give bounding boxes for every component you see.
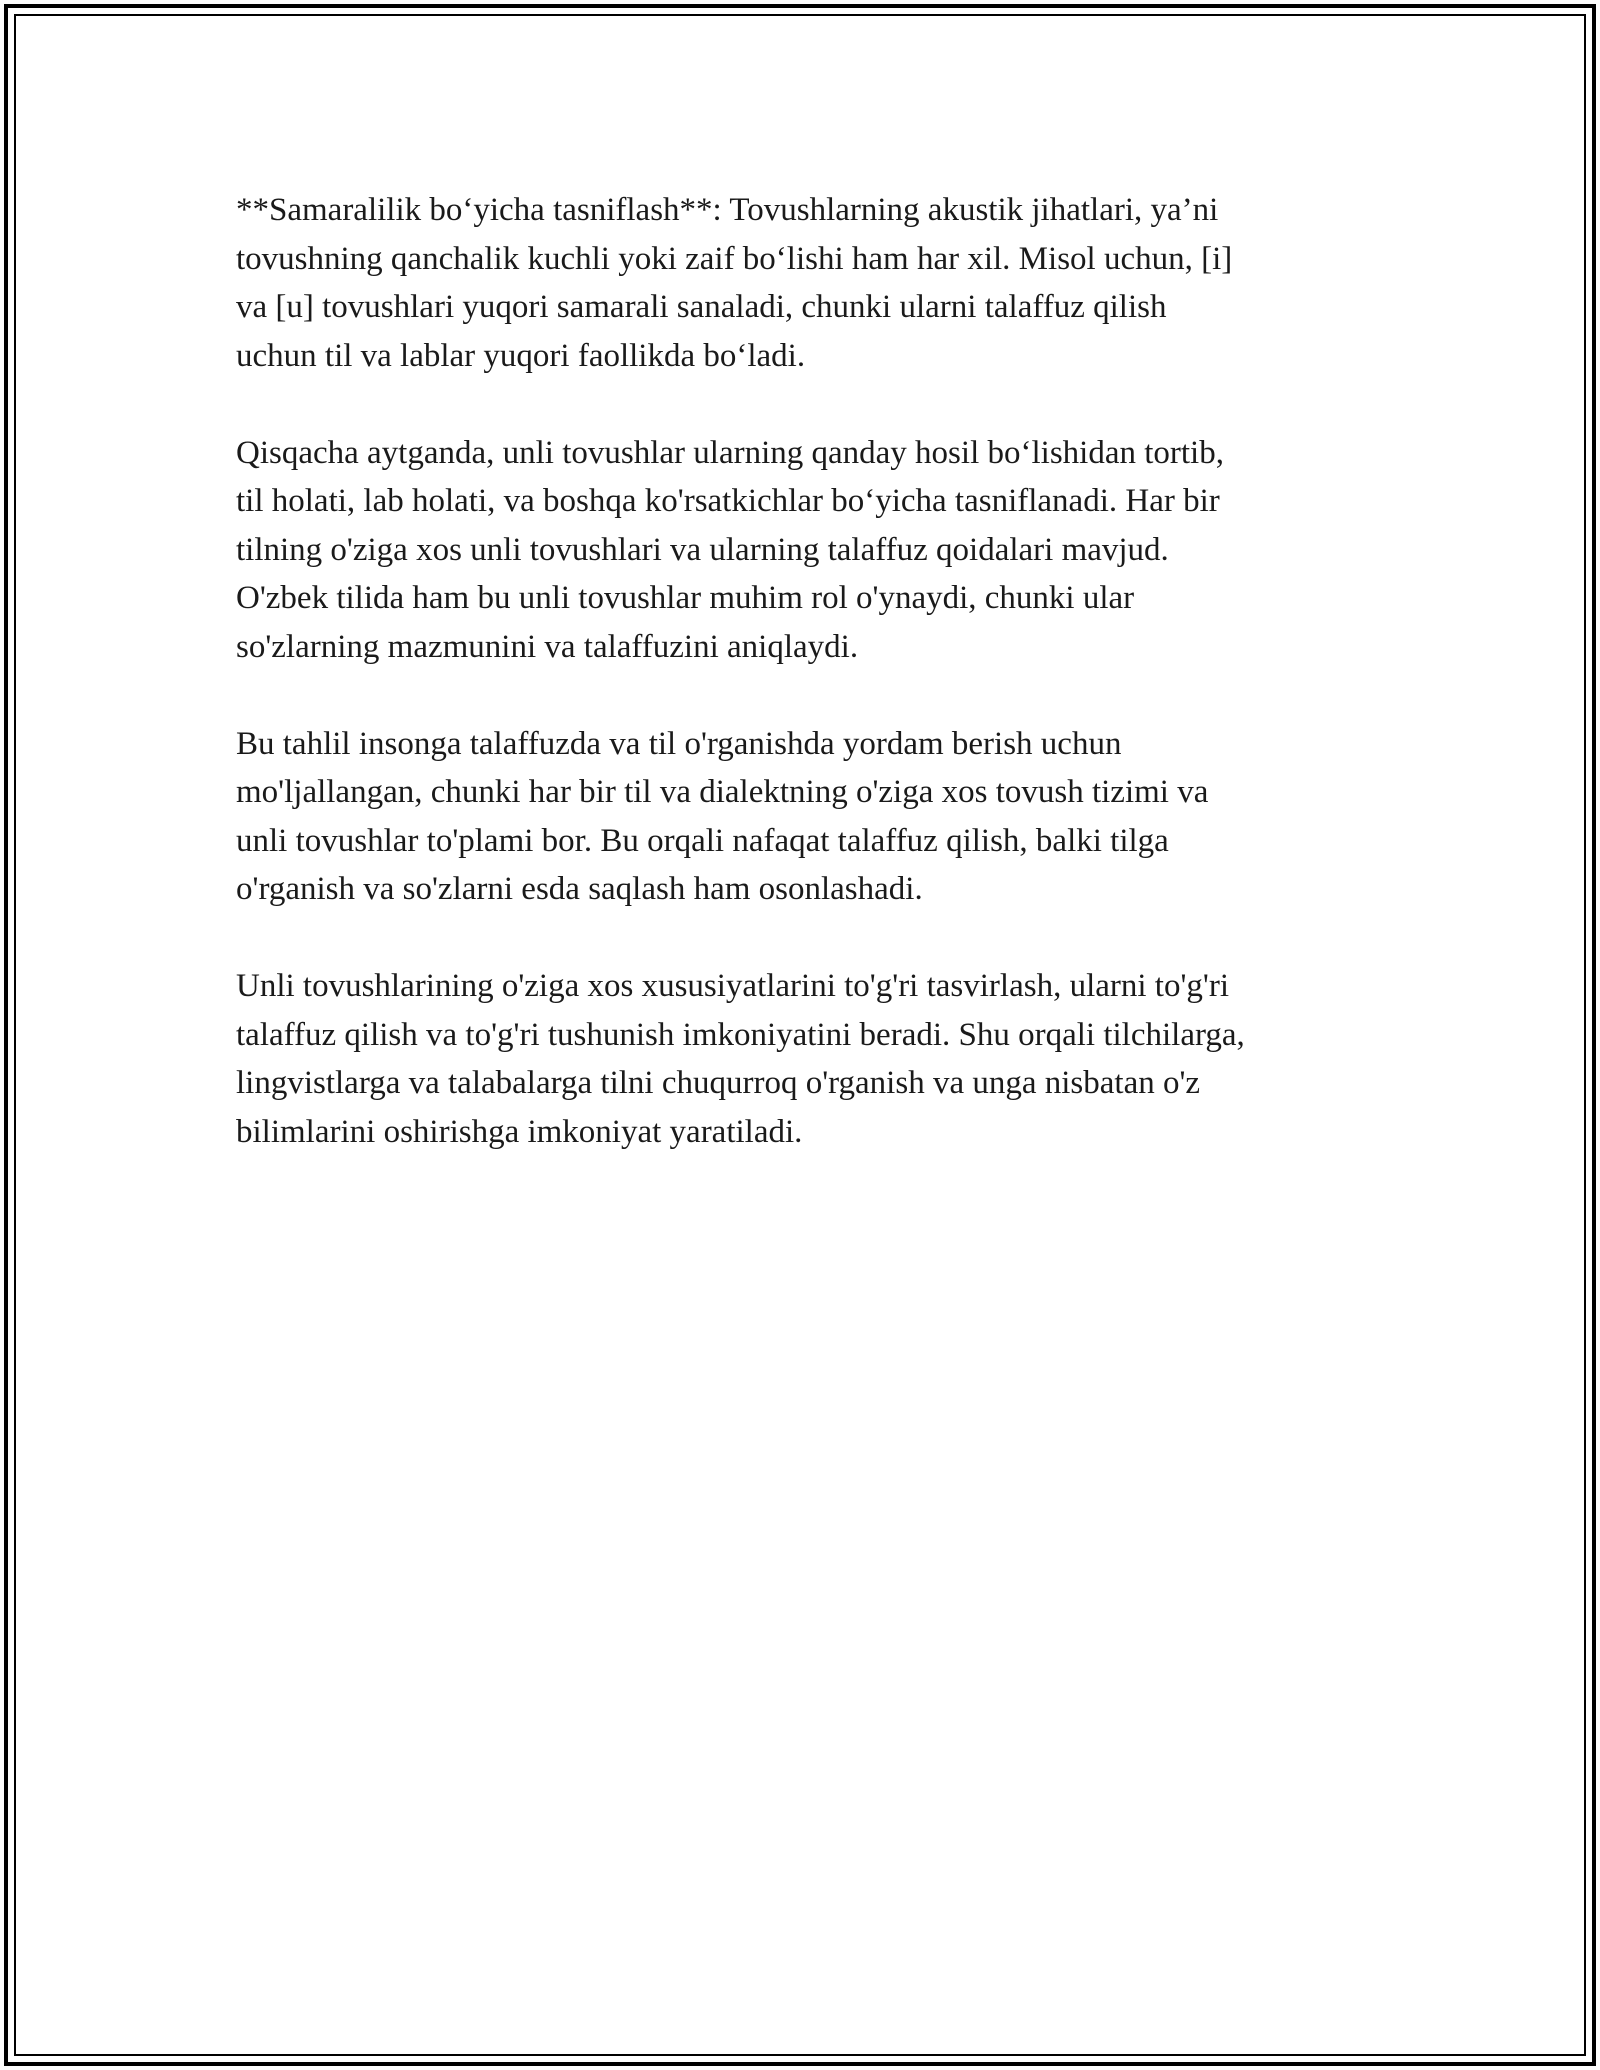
paragraph-summary: Qisqacha aytganda, unli tovushlar ularning qanday hosil bo‘lishidan tortib, til holati, lab holati, va boshqa ko'rsatkichlar bo‘yicha tasniflanadi. Har bir tilning o'ziga xos unli tovushlari va ularning talaffuz qoidalari mavjud. O'zbek tilida ham bu unli tovushlar muhim rol o'ynaydi, chunki ular so'zlarning mazmunini va talaffuzini aniqlaydi. (236, 434, 1224, 665)
paragraph-classification: **Samaralilik bo‘yicha tasniflash**: Tovushlarning akustik jihatlari, ya’ni tovushning qanchalik kuchli yoki zaif bo‘lishi ham har xil. Misol uchun, [i] va [u] tovushlari yuqori samarali sanaladi, chunki ularni talaffuz qilish uchun til va lablar yuqori faollikda bo‘ladi. (236, 192, 1233, 374)
paragraph-analysis: Bu tahlil insonga talaffuzda va til o'rganishda yordam berish uchun mo'ljallangan, chunki har bir til va dialektning o'ziga xos tovush tizimi va unli tovushlar to'plami bor. Bu orqali nafaqat talaffuz qilish, balki tilga o'rganish va so'zlarni esda saqlash ham osonlashadi. (236, 725, 1209, 907)
paragraph-conclusion: Unli tovushlarining o'ziga xos xususiyatlarini to'g'ri tasvirlash, ularni to'g'ri talaffuz qilish va to'g'ri tushunish imkoniyatini beradi. Shu orqali tilchilarga, lingvistlarga va talabalarga tilni chuqurroq o'rganish va unga nisbatan o'z bilimlarini oshirishga imkoniyat yaratiladi. (236, 968, 1245, 1150)
document-body (236, 186, 1386, 1205)
